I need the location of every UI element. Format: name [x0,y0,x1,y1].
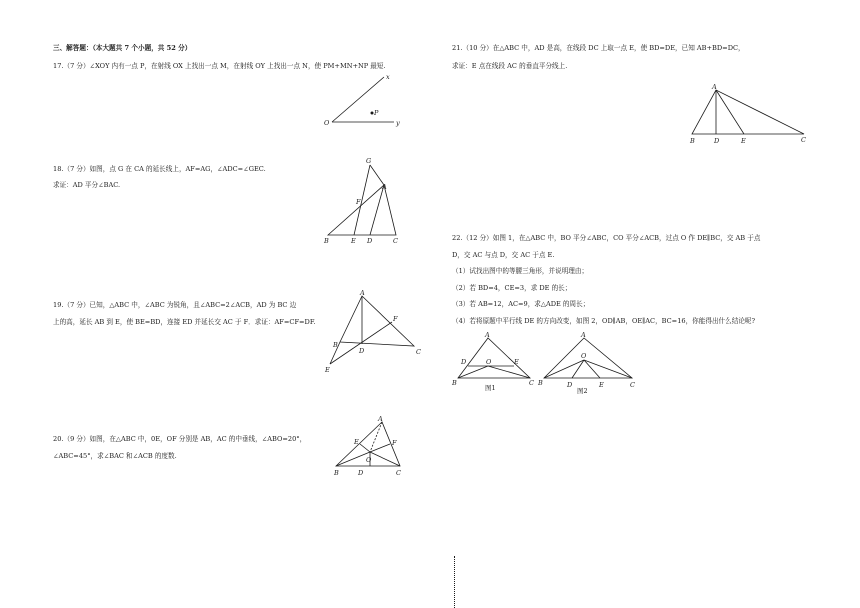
binding-margin-dotted-line [454,556,455,608]
question-22-item2: （2）若 BD=4，CE=3，求 DE 的长； [452,284,572,292]
label-b: B [333,341,338,349]
question-17-text: 17.（7 分）∠XOY 内有一点 P，在射线 OX 上找出一点 M，在射线 OY 上找出一点 N，使 PM+MN+NP 最短. [53,62,386,70]
fig2-label-e: E [599,381,604,389]
label-f: F [392,439,397,447]
question-21-line1: 21.（10 分）在△ABC 中，AD 是高，在线段 DC 上取一点 E，使 BD=DE，已知 AB+BD=DC， [452,44,745,52]
question-22-item1: （1）试找出图中的等腰三角形，并说明理由； [452,267,589,275]
fig2-label-a: A [581,331,586,339]
fig1-caption: 图1 [485,384,496,392]
question-22-item3: （3）若 AB=12，AC=9，求△ADE 的周长； [452,300,590,308]
label-a: A [378,415,383,423]
label-c: C [393,237,398,245]
question-18-line2: 求证：AD 平分∠BAC. [53,181,121,189]
label-a: A [382,183,387,191]
fig1-label-e: E [514,358,519,366]
fig1-label-c: C [529,379,534,387]
label-e: E [325,366,330,374]
q19-triangle-figure [322,288,427,378]
question-19-line1: 19.（7 分）已知，△ABC 中，∠ABC 为锐角，且∠ABC=2∠ACB，AD 为 BC 边 [53,301,297,309]
label-d: D [714,137,720,145]
question-21-line2: 求证：E 点在线段 AC 的垂直平分线上. [452,62,568,70]
label-o: O [324,119,330,127]
label-f: F [356,198,361,206]
q17-angle-figure [320,72,400,127]
label-b: B [690,137,695,145]
q18-triangle-figure [320,153,410,243]
label-c: C [416,348,421,356]
label-e: E [741,137,746,145]
label-x: x [386,73,390,81]
fig2-label-o: O [581,352,587,360]
question-22-item4: （4）若将原题中平行线 DE 的方向改变，如图 2，OD∥AB，OE∥AC，BC=16，你能得出什么结论呢? [452,317,756,325]
q22-figure-2 [538,330,638,400]
fig2-label-d: D [567,381,573,389]
label-b: B [324,237,329,245]
q20-triangle-figure [330,412,410,482]
label-a: A [360,289,365,297]
label-g: G [366,157,372,165]
fig2-label-c: C [630,381,635,389]
section-heading: 三、解答题：（本大题共 7 个小题，共 52 分） [53,44,192,52]
label-p: P [374,109,379,117]
fig1-label-o: O [486,358,492,366]
label-d: D [359,347,365,355]
q21-triangle-figure [686,82,811,147]
fig1-label-b: B [452,379,457,387]
label-o: O [366,456,372,464]
fig1-label-d: D [461,358,467,366]
fig2-caption: 图2 [577,387,588,395]
q22-figure-1 [452,330,542,395]
label-a: A [712,83,717,91]
label-d: D [358,469,364,477]
question-18-line1: 18.（7 分）如图，点 G 在 CA 的延长线上，AF=AG，∠ADC=∠GEC. [53,165,266,173]
question-22-line1: 22.（12 分）如图 1，在△ABC 中，BO 平分∠ABC，CO 平分∠ACB，过点 O 作 DE∥BC，交 AB 于点 [452,234,761,242]
label-e: E [351,237,356,245]
label-y: y [396,119,400,127]
label-d: D [367,237,373,245]
question-19-line2: 上的高，延长 AB 到 E，使 BE=BD，连接 ED 并延长交 AC 于 F．求证：AF=CF=DF. [53,318,316,326]
fig2-label-b: B [538,379,543,387]
fig1-label-a: A [485,331,490,339]
label-c: C [396,469,401,477]
label-f: F [393,315,398,323]
label-b: B [334,469,339,477]
question-20-line2: ∠ABC=45°，求∠BAC 和∠ACB 的度数. [53,452,177,460]
question-20-line1: 20.（9 分）如图，在△ABC 中，0E，OF 分别是 AB，AC 的中垂线，∠ABO=20°， [53,435,307,443]
question-22-line2: D，交 AC 与点 D，交 AC 于点 E. [452,251,555,259]
label-e: E [354,438,359,446]
label-c: C [801,136,806,144]
